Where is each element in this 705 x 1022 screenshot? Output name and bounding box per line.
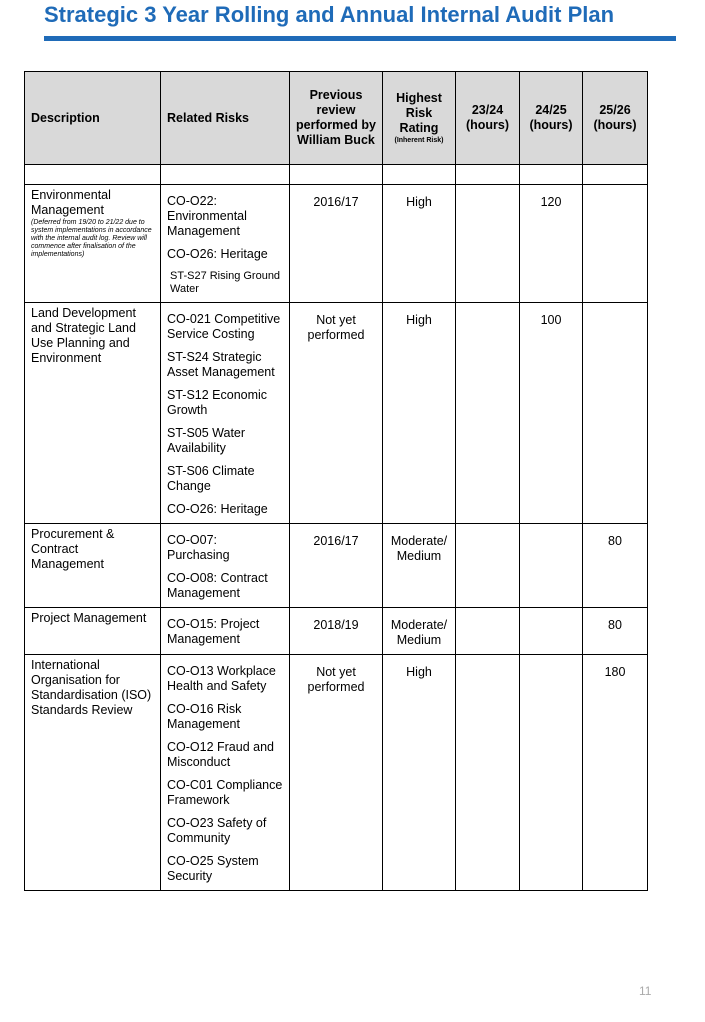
cell-risk-rating: High	[383, 185, 456, 303]
cell-risk-rating: High	[383, 655, 456, 891]
related-risk-item: CO-021 Competitive Service Costing	[167, 312, 281, 341]
table-body	[25, 165, 648, 891]
description-note: (Deferred from 19/20 to 21/22 due to system implementations in accordance with the internal audit log. Review will commence after finalisation of the implementations)	[31, 219, 152, 258]
audit-plan-table	[24, 71, 648, 891]
cell-previous-review: 2016/17	[290, 185, 383, 303]
cell-related-risks	[161, 185, 290, 303]
page-number: 11	[639, 984, 652, 998]
description-text: Land Development and Strategic Land Use Planning and Environment	[31, 306, 136, 365]
cell-hours-2324	[456, 303, 520, 524]
related-risk-item: ST-S06 Climate Change	[167, 464, 255, 493]
related-risk-item: CO-O23 Safety of Community	[167, 816, 267, 845]
related-risk-item: CO-C01 Compliance Framework	[167, 778, 283, 807]
related-risk-item: CO-O26: Heritage	[167, 502, 268, 516]
page-title: Strategic 3 Year Rolling and Annual Internal Audit Plan	[44, 2, 615, 27]
table-row	[25, 524, 648, 608]
header-highest-risk	[383, 72, 456, 165]
cell-related-risks	[161, 524, 290, 608]
header-2324: 23/24 (hours)	[456, 72, 520, 165]
header-2526: 25/26 (hours)	[583, 72, 648, 165]
description-text: Project Management	[31, 611, 147, 625]
related-risk-item: CO-O22: Environmental Management	[167, 194, 247, 238]
cell-previous-review: 2018/19	[290, 608, 383, 655]
cell-description	[25, 185, 161, 303]
cell-risk-rating: Moderate/ Medium	[383, 524, 456, 608]
cell-hours-2526: 80	[583, 608, 648, 655]
cell-hours-2425	[520, 524, 583, 608]
cell-risk-rating: High	[383, 303, 456, 524]
header-previous-review: Previous review performed by William Buck	[290, 72, 383, 165]
related-risk-item: CO-O13 Workplace Health and Safety	[167, 664, 276, 693]
cell-description	[25, 303, 161, 524]
description-text: Environmental Management	[31, 188, 111, 217]
cell-related-risks	[161, 608, 290, 655]
cell-related-risks	[161, 303, 290, 524]
cell-hours-2324	[456, 524, 520, 608]
cell-description	[25, 524, 161, 608]
related-risk-item: CO-O26: Heritage	[167, 247, 268, 261]
related-risk-item: CO-O08: Contract Management	[167, 571, 268, 600]
table-row	[25, 608, 648, 655]
cell-related-risks	[161, 655, 290, 891]
related-risk-item: ST-S24 Strategic Asset Management	[167, 350, 275, 379]
description-text: Procurement & Contract Management	[31, 527, 115, 571]
related-risk-item: ST-S05 Water Availability	[167, 426, 246, 455]
cell-hours-2324	[456, 608, 520, 655]
related-risk-item: ST-S12 Economic Growth	[167, 388, 268, 417]
cell-risk-rating: Moderate/ Medium	[383, 608, 456, 655]
cell-hours-2425	[520, 608, 583, 655]
header-description: Description	[25, 72, 161, 165]
header-2425: 24/25 (hours)	[520, 72, 583, 165]
table-header-row	[25, 72, 648, 165]
table-row	[25, 655, 648, 891]
cell-hours-2526	[583, 303, 648, 524]
related-risk-item: CO-O12 Fraud and Misconduct	[167, 740, 274, 769]
related-risk-item: CO-O25 System Security	[167, 854, 259, 883]
empty-row	[25, 165, 648, 185]
cell-hours-2526: 180	[583, 655, 648, 891]
related-risk-item: CO-O16 Risk Management	[167, 702, 242, 731]
cell-description	[25, 655, 161, 891]
related-risk-item: CO-O07: Purchasing	[167, 533, 230, 562]
table-row	[25, 185, 648, 303]
cell-previous-review: Not yet performed	[290, 655, 383, 891]
header-highest-risk-label: Highest Risk Rating	[396, 91, 442, 135]
cell-hours-2425: 120	[520, 185, 583, 303]
cell-hours-2425	[520, 655, 583, 891]
cell-hours-2324	[456, 185, 520, 303]
title-underline	[44, 36, 676, 41]
related-risk-item: ST-S27 Rising Ground Water	[170, 270, 281, 295]
header-inherent-risk-note: (Inherent Risk)	[394, 137, 444, 144]
related-risk-item: CO-O15: Project Management	[167, 617, 260, 646]
description-text: International Organisation for Standardisation (ISO) Standards Review	[31, 658, 152, 717]
cell-previous-review: 2016/17	[290, 524, 383, 608]
cell-description	[25, 608, 161, 655]
table-row	[25, 303, 648, 524]
cell-hours-2526	[583, 185, 648, 303]
cell-hours-2425: 100	[520, 303, 583, 524]
header-related-risks: Related Risks	[161, 72, 290, 165]
cell-hours-2526: 80	[583, 524, 648, 608]
cell-hours-2324	[456, 655, 520, 891]
cell-previous-review: Not yet performed	[290, 303, 383, 524]
